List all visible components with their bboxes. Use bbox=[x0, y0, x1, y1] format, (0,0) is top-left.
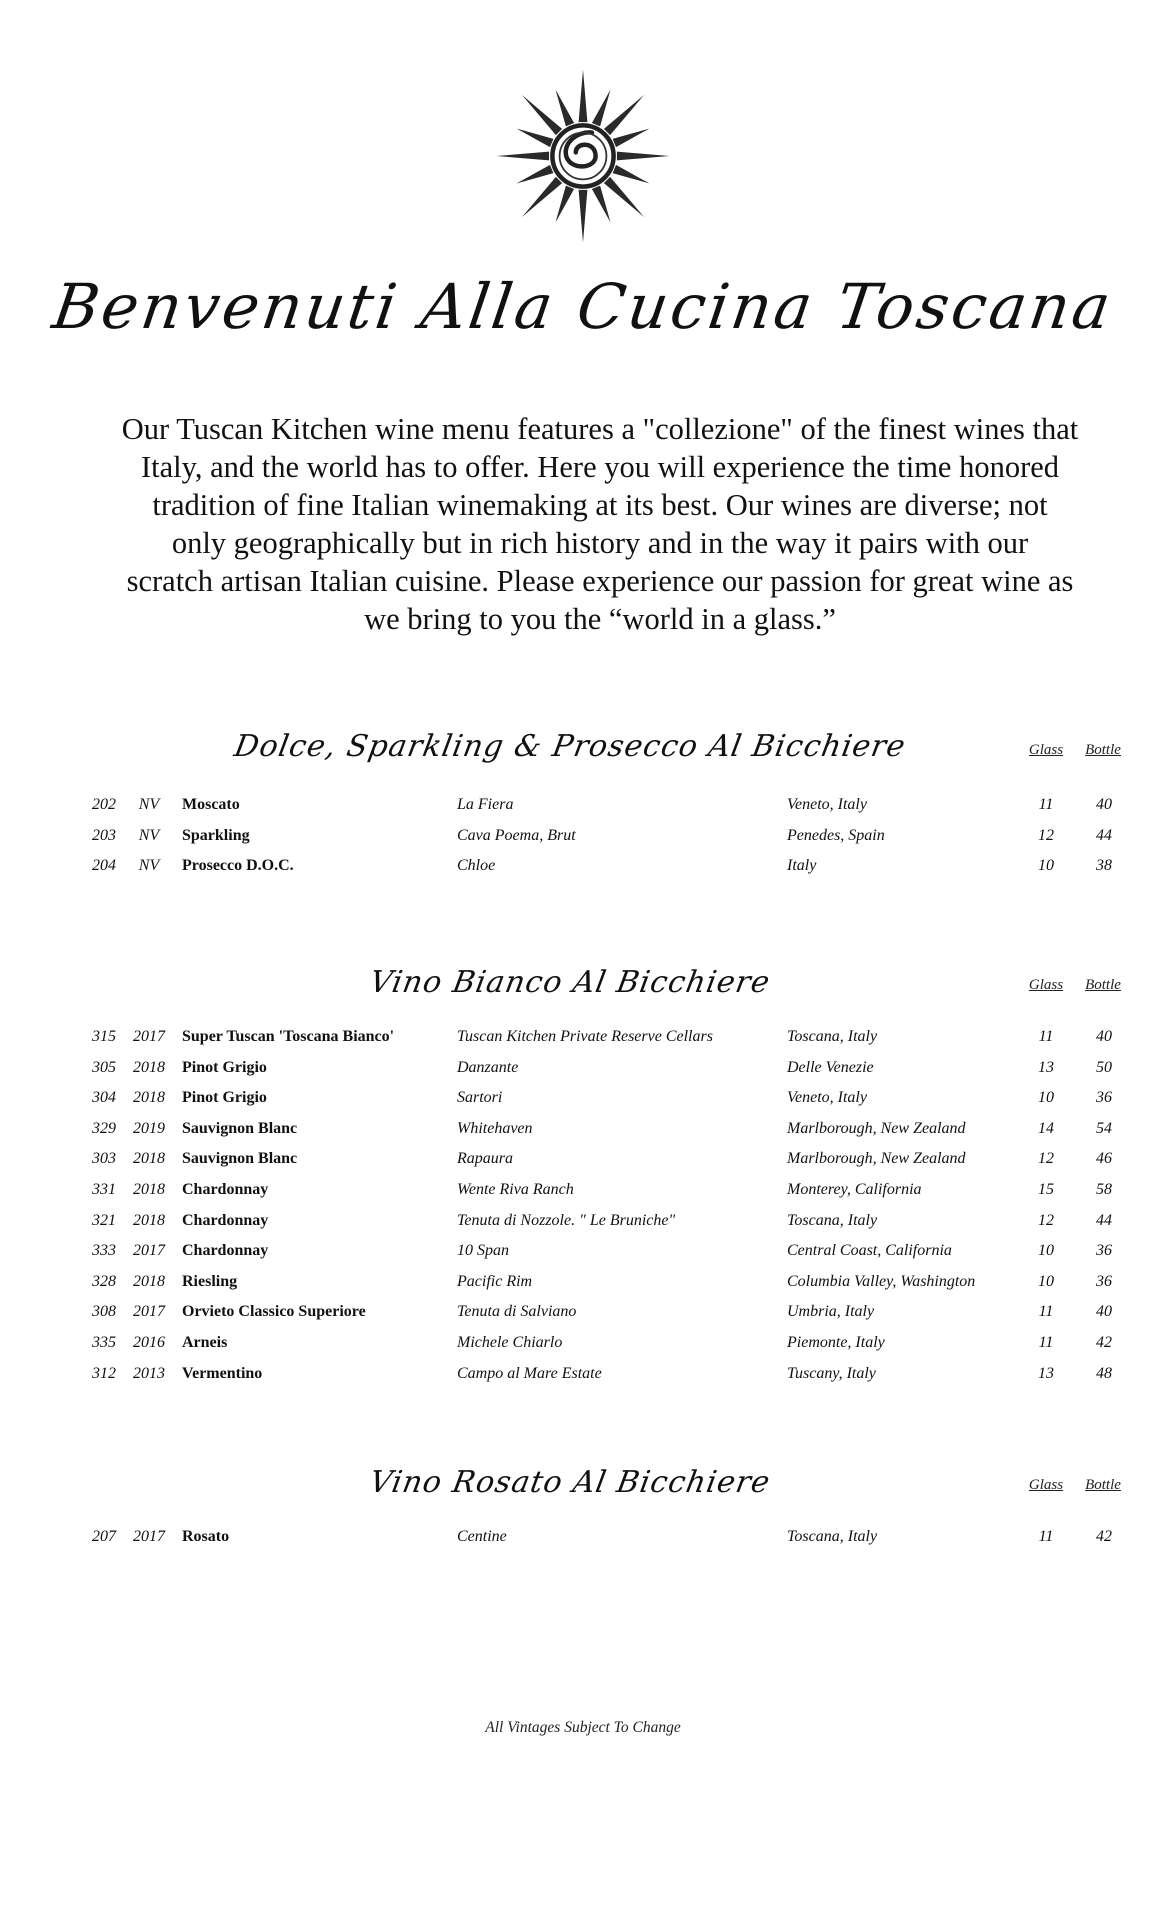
bottle-price: 36 bbox=[1096, 1272, 1112, 1290]
glass-column-header: Glass bbox=[1028, 1477, 1064, 1493]
wine-vintage: 2017 bbox=[133, 1242, 165, 1260]
wine-region: Delle Venezie bbox=[787, 1058, 874, 1076]
glass-price: 13 bbox=[1038, 1364, 1054, 1382]
bottle-column-header: Bottle bbox=[1085, 977, 1121, 993]
wine-region: Marlborough, New Zealand bbox=[787, 1119, 966, 1137]
page-title: Benvenuti Alla Cucina Toscana bbox=[48, 270, 1118, 343]
wine-row bbox=[0, 1522, 1166, 1552]
bottle-price: 48 bbox=[1096, 1364, 1112, 1382]
wine-producer: Wente Riva Ranch bbox=[457, 1181, 574, 1198]
glass-price: 13 bbox=[1038, 1058, 1054, 1076]
wine-vintage: 2017 bbox=[133, 1528, 165, 1545]
wine-name: Sauvignon Blanc bbox=[182, 1119, 298, 1137]
intro-line: only geographically but in rich history and in the way it pairs with our bbox=[171, 526, 1029, 560]
wine-number: 331 bbox=[92, 1181, 116, 1198]
wine-name: Chardonnay bbox=[182, 1242, 269, 1260]
sun-ray bbox=[516, 128, 553, 147]
glass-price: 11 bbox=[1038, 1334, 1054, 1351]
glass-price: 10 bbox=[1038, 1272, 1054, 1290]
wine-producer: Campo al Mare Estate bbox=[457, 1364, 602, 1382]
wine-region: Columbia Valley, Washington bbox=[787, 1272, 976, 1290]
glass-price: 10 bbox=[1038, 1242, 1054, 1260]
wine-row bbox=[0, 1297, 1166, 1327]
wine-number: 207 bbox=[92, 1528, 116, 1545]
sun-ray bbox=[613, 128, 650, 147]
bottle-price: 38 bbox=[1096, 857, 1112, 875]
bottle-price: 42 bbox=[1096, 1528, 1112, 1545]
wine-producer: La Fiera bbox=[457, 796, 514, 813]
sun-ray bbox=[592, 89, 611, 126]
wine-row bbox=[0, 1114, 1166, 1144]
wine-number: 328 bbox=[92, 1272, 116, 1290]
wine-region: Toscana, Italy bbox=[787, 1028, 878, 1045]
wine-name: Arneis bbox=[182, 1334, 228, 1351]
wine-name: Rosato bbox=[182, 1528, 230, 1545]
wine-producer: Rapaura bbox=[457, 1150, 513, 1168]
sun-ray bbox=[555, 89, 574, 126]
wine-vintage: 2016 bbox=[133, 1334, 165, 1351]
wine-number: 203 bbox=[92, 826, 116, 844]
intro-line: Our Tuscan Kitchen wine menu features a "collezione" of the finest wines that bbox=[121, 412, 1079, 446]
bottle-price: 44 bbox=[1096, 826, 1112, 844]
section-title-rosato: Vino Rosato Al Bicchiere bbox=[366, 1465, 774, 1500]
wine-row bbox=[0, 790, 1166, 820]
wine-producer: Whitehaven bbox=[457, 1119, 533, 1137]
wine-name: Pinot Grigio bbox=[182, 1089, 267, 1107]
section-title-sparkling: Dolce, Sparkling & Prosecco Al Bicchiere bbox=[231, 729, 909, 764]
intro-text bbox=[40, 410, 1160, 638]
bottle-price: 50 bbox=[1096, 1058, 1112, 1076]
wine-producer: Centine bbox=[457, 1528, 507, 1545]
vintage-note: All Vintages Subject To Change bbox=[485, 1719, 681, 1736]
wine-number: 204 bbox=[92, 857, 116, 875]
glass-price: 10 bbox=[1038, 857, 1054, 875]
wine-name: Moscato bbox=[182, 796, 240, 813]
sun-ray bbox=[604, 95, 644, 135]
intro-line: we bring to you the “world in a glass.” bbox=[364, 602, 836, 636]
glass-price: 11 bbox=[1038, 1303, 1054, 1321]
wine-producer: Danzante bbox=[457, 1058, 519, 1076]
wine-number: 304 bbox=[92, 1089, 116, 1107]
wine-vintage: NV bbox=[138, 826, 160, 844]
wine-number: 333 bbox=[92, 1242, 116, 1260]
wine-number: 308 bbox=[92, 1303, 116, 1321]
wine-region: Marlborough, New Zealand bbox=[787, 1150, 966, 1168]
intro-line: tradition of fine Italian winemaking at its best. Our wines are diverse; not bbox=[152, 488, 1048, 522]
sun-ray bbox=[613, 165, 650, 184]
sun-ray bbox=[555, 186, 574, 223]
glass-price: 15 bbox=[1038, 1181, 1054, 1198]
wine-name: Super Tuscan 'Toscana Bianco' bbox=[182, 1028, 395, 1045]
sun-ray bbox=[522, 177, 562, 217]
wine-number: 303 bbox=[92, 1150, 116, 1168]
wine-producer: Pacific Rim bbox=[457, 1272, 533, 1290]
wine-region: Central Coast, California bbox=[787, 1242, 952, 1260]
intro-line: Italy, and the world has to offer. Here you will experience the time honored bbox=[140, 450, 1060, 484]
wine-row bbox=[0, 1175, 1166, 1205]
wine-vintage: 2019 bbox=[133, 1119, 165, 1137]
glass-price: 14 bbox=[1038, 1119, 1054, 1137]
wine-row bbox=[0, 1359, 1166, 1389]
wine-number: 315 bbox=[92, 1028, 116, 1045]
wine-vintage: 2017 bbox=[133, 1303, 165, 1321]
wine-row bbox=[0, 1328, 1166, 1358]
wine-producer: Tenuta di Salviano bbox=[457, 1303, 577, 1321]
sun-ray bbox=[592, 186, 611, 223]
bottle-price: 36 bbox=[1096, 1242, 1112, 1260]
bottle-price: 40 bbox=[1096, 796, 1112, 813]
wine-name: Orvieto Classico Superiore bbox=[182, 1303, 366, 1321]
bottle-price: 44 bbox=[1096, 1211, 1112, 1229]
sun-ray bbox=[522, 95, 562, 135]
sun-ray bbox=[516, 165, 553, 184]
wine-name: Chardonnay bbox=[182, 1211, 269, 1229]
wine-region: Tuscany, Italy bbox=[787, 1364, 876, 1382]
bottle-price: 40 bbox=[1096, 1303, 1112, 1321]
bottle-price: 36 bbox=[1096, 1089, 1112, 1107]
glass-price: 11 bbox=[1038, 1528, 1054, 1545]
bottle-price: 40 bbox=[1096, 1028, 1112, 1045]
wine-region: Toscana, Italy bbox=[787, 1211, 878, 1229]
wine-row bbox=[0, 1083, 1166, 1113]
sun-ray bbox=[617, 152, 669, 161]
wine-name: Vermentino bbox=[182, 1364, 263, 1382]
wine-region: Toscana, Italy bbox=[787, 1528, 878, 1545]
wine-vintage: 2017 bbox=[133, 1028, 165, 1045]
wine-vintage: 2018 bbox=[133, 1089, 165, 1107]
wine-name: Sparkling bbox=[182, 826, 250, 844]
wine-region: Penedes, Spain bbox=[787, 826, 885, 844]
wine-region: Veneto, Italy bbox=[787, 796, 867, 813]
glass-price: 11 bbox=[1038, 1028, 1054, 1045]
glass-price: 11 bbox=[1038, 796, 1054, 813]
wine-vintage: NV bbox=[138, 796, 160, 813]
wine-producer: 10 Span bbox=[457, 1242, 509, 1260]
wine-row bbox=[0, 1022, 1166, 1052]
bottle-column-header: Bottle bbox=[1085, 742, 1121, 758]
section-title-bianco: Vino Bianco Al Bicchiere bbox=[367, 965, 774, 1000]
wine-row bbox=[0, 1236, 1166, 1266]
wine-producer: Michele Chiarlo bbox=[457, 1334, 563, 1351]
wine-producer: Chloe bbox=[457, 857, 496, 875]
wine-vintage: 2018 bbox=[133, 1272, 165, 1290]
wine-vintage: 2018 bbox=[133, 1181, 165, 1198]
wine-name: Pinot Grigio bbox=[182, 1058, 267, 1076]
glass-column-header: Glass bbox=[1028, 977, 1064, 993]
intro-line: scratch artisan Italian cuisine. Please experience our passion for great wine as bbox=[126, 564, 1074, 598]
wine-producer: Sartori bbox=[457, 1089, 503, 1107]
wine-row bbox=[0, 851, 1166, 881]
wine-region: Monterey, California bbox=[787, 1181, 922, 1198]
bottle-price: 58 bbox=[1096, 1181, 1112, 1198]
wine-region: Veneto, Italy bbox=[787, 1089, 867, 1107]
glass-column-header: Glass bbox=[1028, 742, 1064, 758]
wine-name: Chardonnay bbox=[182, 1181, 269, 1198]
bottle-price: 46 bbox=[1096, 1150, 1112, 1168]
bottle-column-header: Bottle bbox=[1085, 1477, 1121, 1493]
wine-producer: Tuscan Kitchen Private Reserve Cellars bbox=[457, 1028, 713, 1045]
wine-number: 329 bbox=[92, 1119, 116, 1137]
wine-row bbox=[0, 1144, 1166, 1174]
glass-price: 12 bbox=[1038, 1150, 1054, 1168]
wine-name: Prosecco D.O.C. bbox=[182, 857, 294, 875]
wine-producer: Tenuta di Nozzole. " Le Bruniche" bbox=[457, 1211, 676, 1229]
bottle-price: 54 bbox=[1096, 1119, 1112, 1137]
glass-price: 12 bbox=[1038, 826, 1054, 844]
wine-row bbox=[0, 1053, 1166, 1083]
sun-ray bbox=[579, 190, 588, 242]
wine-number: 305 bbox=[92, 1058, 116, 1076]
wine-region: Italy bbox=[787, 857, 817, 875]
wine-vintage: 2013 bbox=[133, 1364, 165, 1382]
wine-vintage: 2018 bbox=[133, 1211, 165, 1229]
sun-icon bbox=[493, 58, 673, 254]
sun-ray bbox=[579, 70, 588, 122]
sun-ray bbox=[604, 177, 644, 217]
wine-name: Sauvignon Blanc bbox=[182, 1150, 298, 1168]
wine-number: 335 bbox=[92, 1334, 116, 1351]
sun-ray bbox=[497, 152, 549, 161]
wine-vintage: NV bbox=[138, 857, 160, 875]
wine-row bbox=[0, 821, 1166, 851]
glass-price: 12 bbox=[1038, 1211, 1054, 1229]
bottle-price: 42 bbox=[1096, 1334, 1112, 1351]
glass-price: 10 bbox=[1038, 1089, 1054, 1107]
wine-region: Piemonte, Italy bbox=[787, 1334, 885, 1351]
wine-number: 202 bbox=[92, 796, 116, 813]
wine-vintage: 2018 bbox=[133, 1058, 165, 1076]
wine-vintage: 2018 bbox=[133, 1150, 165, 1168]
wine-name: Riesling bbox=[182, 1272, 238, 1290]
wine-number: 312 bbox=[92, 1364, 116, 1382]
wine-producer: Cava Poema, Brut bbox=[457, 826, 576, 844]
wine-number: 321 bbox=[92, 1211, 116, 1229]
wine-row bbox=[0, 1206, 1166, 1236]
wine-region: Umbria, Italy bbox=[787, 1303, 875, 1321]
wine-row bbox=[0, 1267, 1166, 1297]
